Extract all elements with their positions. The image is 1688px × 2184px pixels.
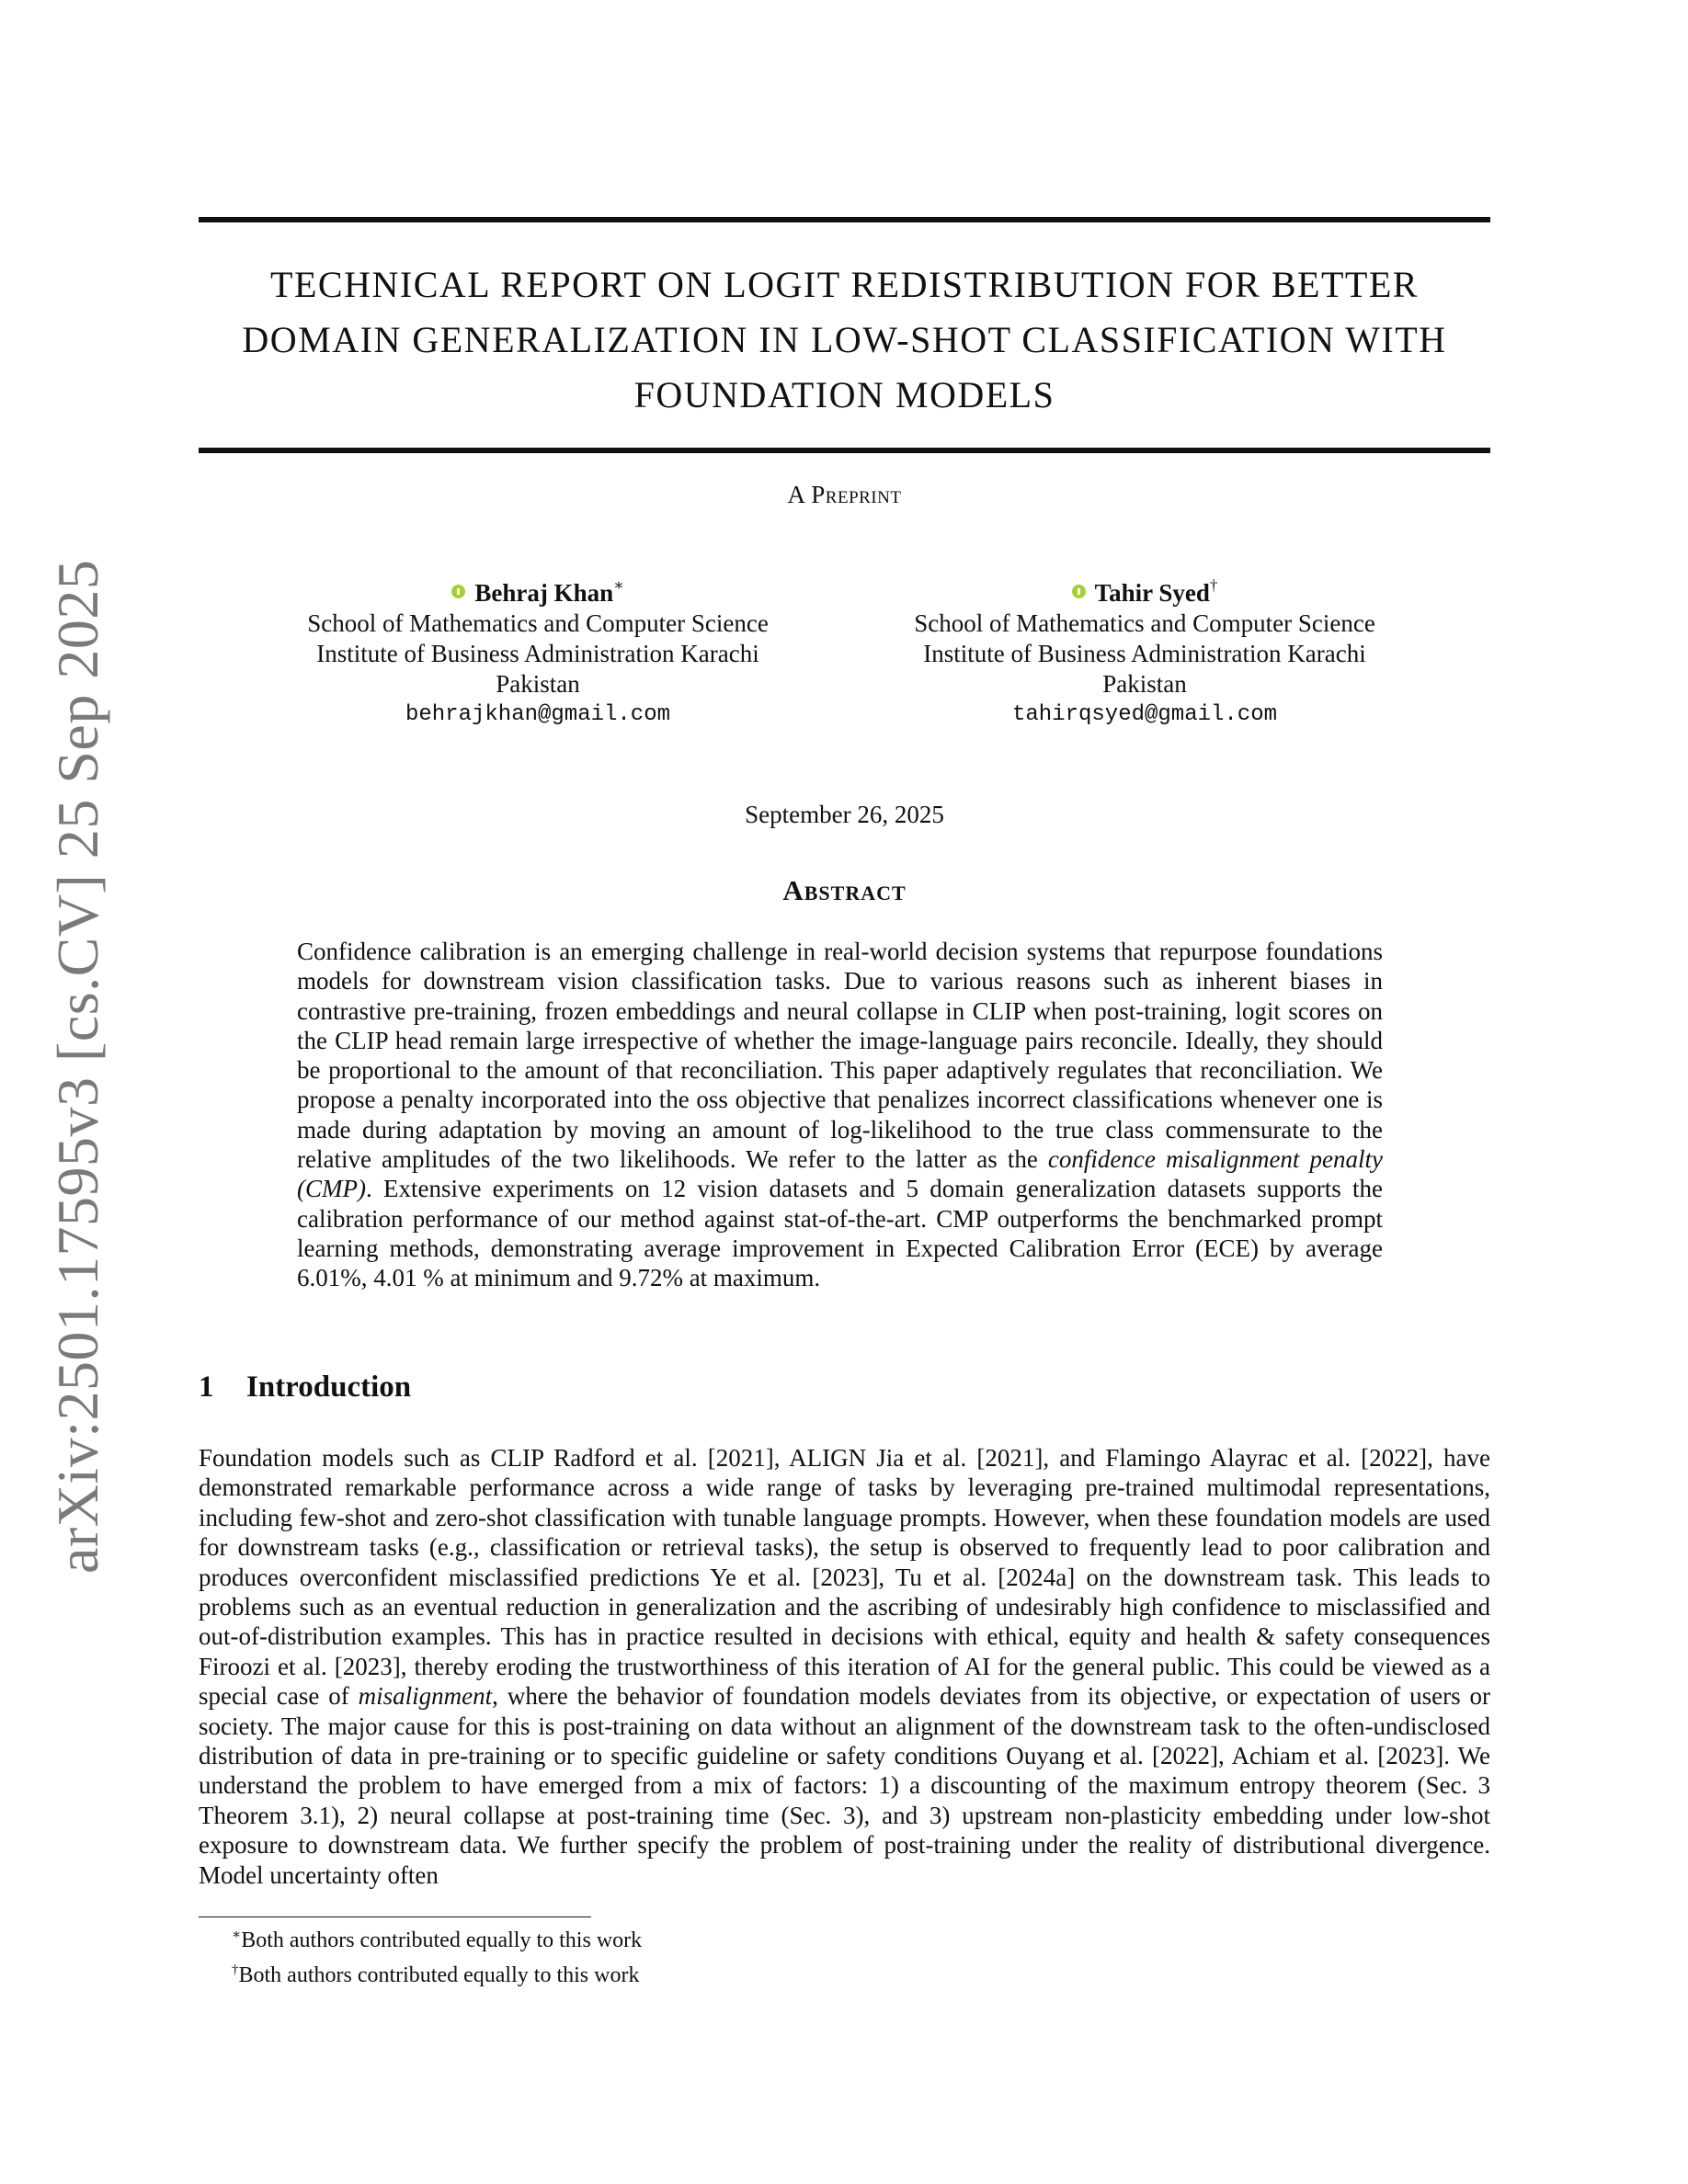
title-line-2: DOMAIN GENERALIZATION IN LOW-SHOT CLASSIFICATION WITH (242, 319, 1447, 360)
arxiv-stamp: arXiv:2501.17595v3 [cs.CV] 25 Sep 2025 (45, 559, 110, 1574)
author-email[interactable]: behrajkhan@gmail.com (405, 702, 671, 727)
footnote-2 (232, 1955, 642, 1990)
author-name: Behraj Khan (474, 579, 614, 607)
abstract-heading: Abstract (782, 874, 907, 906)
section-title: Introduction (246, 1371, 412, 1404)
intro-emphasis: misalignment (358, 1682, 493, 1711)
author-email[interactable]: tahirqsyed@gmail.com (1011, 702, 1278, 727)
intro-text: , where the behavior of foundation models deviates from its objective, or expectation of users or society. The major cause for this is post-training on data without an alignment of the downstream task to the often-undisclosed distribution of data in pre-training or to specific guideline or safety conditions Ouyang et al. [2022], Achiam et al. [2023]. We understand the problem to have emerged from a mix of factors: 1) a discounting of the maximum entropy theorem (Sec. 3 Theorem 3.1), 2) neural collapse at post-training time (Sec. 3), and 3) upstream non-plasticity embedding under low-shot exposure to downstream data. We further specify the problem of post-training under the reality of distributional divergence. Model uncertainty often (199, 1682, 1490, 1889)
title-top-rule (199, 217, 1490, 222)
section-heading-introduction (199, 1371, 411, 1405)
title-bottom-rule (199, 448, 1490, 453)
abstract-emphasis: confidence misalignment penalty (CMP) (297, 1145, 1383, 1203)
introduction-body (199, 1443, 1490, 1890)
intro-text: Foundation models such as CLIP Radford et al. [2021], ALIGN Jia et al. [2021], and Flamingo Alayrac et al. [2022], have demonstrated remarkable performance across a wide range of tasks by leveraging pre-trained multimodal representations, including few-shot and zero-shot classification with tunable language prompts. However, when these foundation models are used for downstream tasks (e.g., classification or retrieval tasks), the setup is observed to frequently lead to poor calibration and produces overconfident misclassified predictions Ye et al. [2023], Tu et al. [2024a] on the downstream task. This leads to problems such as an eventual reduction in generalization and the ascribing of undesirably high confidence to misclassified and out-of-distribution examples. This has in practice resulted in decisions with ethical, equity and health & safety consequences Firoozi et al. [2023], thereby eroding the trustworthiness of this iteration of AI for the general public. This could be viewed as a special case of (199, 1444, 1490, 1711)
author-institution: Institute of Business Administration Karachi (923, 640, 1366, 667)
author-country: Pakistan (496, 670, 580, 698)
footnote-mark: ∗ (232, 1928, 242, 1942)
author-institution: Institute of Business Administration Karachi (316, 640, 759, 667)
author-name: Tahir Syed (1094, 579, 1210, 607)
paper-title (199, 257, 1490, 423)
preprint-label: A Preprint (787, 481, 902, 508)
orcid-icon[interactable] (451, 585, 465, 598)
footnote-text: Both authors contributed equally to this work (241, 1928, 643, 1952)
footnote-text: Both authors contributed equally to this work (238, 1963, 640, 1987)
paper-date: September 26, 2025 (745, 801, 944, 828)
title-line-3: FOUNDATION MODELS (633, 374, 1055, 415)
author-footnote-mark: † (1209, 576, 1218, 594)
author-block-2 (860, 570, 1430, 730)
abstract-text: . Extensive experiments on 12 vision datasets and 5 domain generalization datasets supports the calibration performance of our method against stat-of-the-art. CMP outperforms the benchmarked prompt learning methods, demonstrating average improvement in Expected Calibration Error (ECE) by average 6.01%, 4.01 % at minimum and 9.72% at maximum. (297, 1175, 1383, 1292)
abstract-text: Confidence calibration is an emerging challenge in real-world decision systems that repurpose foundations models for downstream vision classification tasks. Due to various reasons such as inherent biases in contrastive pre-training, frozen embeddings and neural collapse in CLIP when post-training, logit scores on the CLIP head remain large irrespective of whether the image-language pairs reconcile. Ideally, they should be proportional to the amount of that reconciliation. This paper adaptively regulates that reconciliation. We propose a penalty incorporated into the oss objective that penalizes incorrect classifications whenever one is made during adaptation by moving an amount of log-likelihood to the true class commensurate to the relative amplitudes of the two likelihoods. We refer to the latter as the (297, 938, 1383, 1174)
author-department: School of Mathematics and Computer Science (307, 609, 769, 637)
footnote-1 (232, 1920, 642, 1955)
orcid-icon[interactable] (1072, 585, 1086, 598)
author-footnote-mark: ∗ (613, 576, 624, 594)
title-line-1: TECHNICAL REPORT ON LOGIT REDISTRIBUTION FOR BETTER (270, 264, 1419, 305)
footnote-mark: † (232, 1962, 239, 1977)
author-country: Pakistan (1102, 670, 1187, 698)
author-department: School of Mathematics and Computer Science (914, 609, 1375, 637)
section-number: 1 (199, 1371, 214, 1404)
footnotes (232, 1920, 642, 1990)
author-block-1 (253, 570, 823, 730)
abstract-body (297, 937, 1383, 1293)
